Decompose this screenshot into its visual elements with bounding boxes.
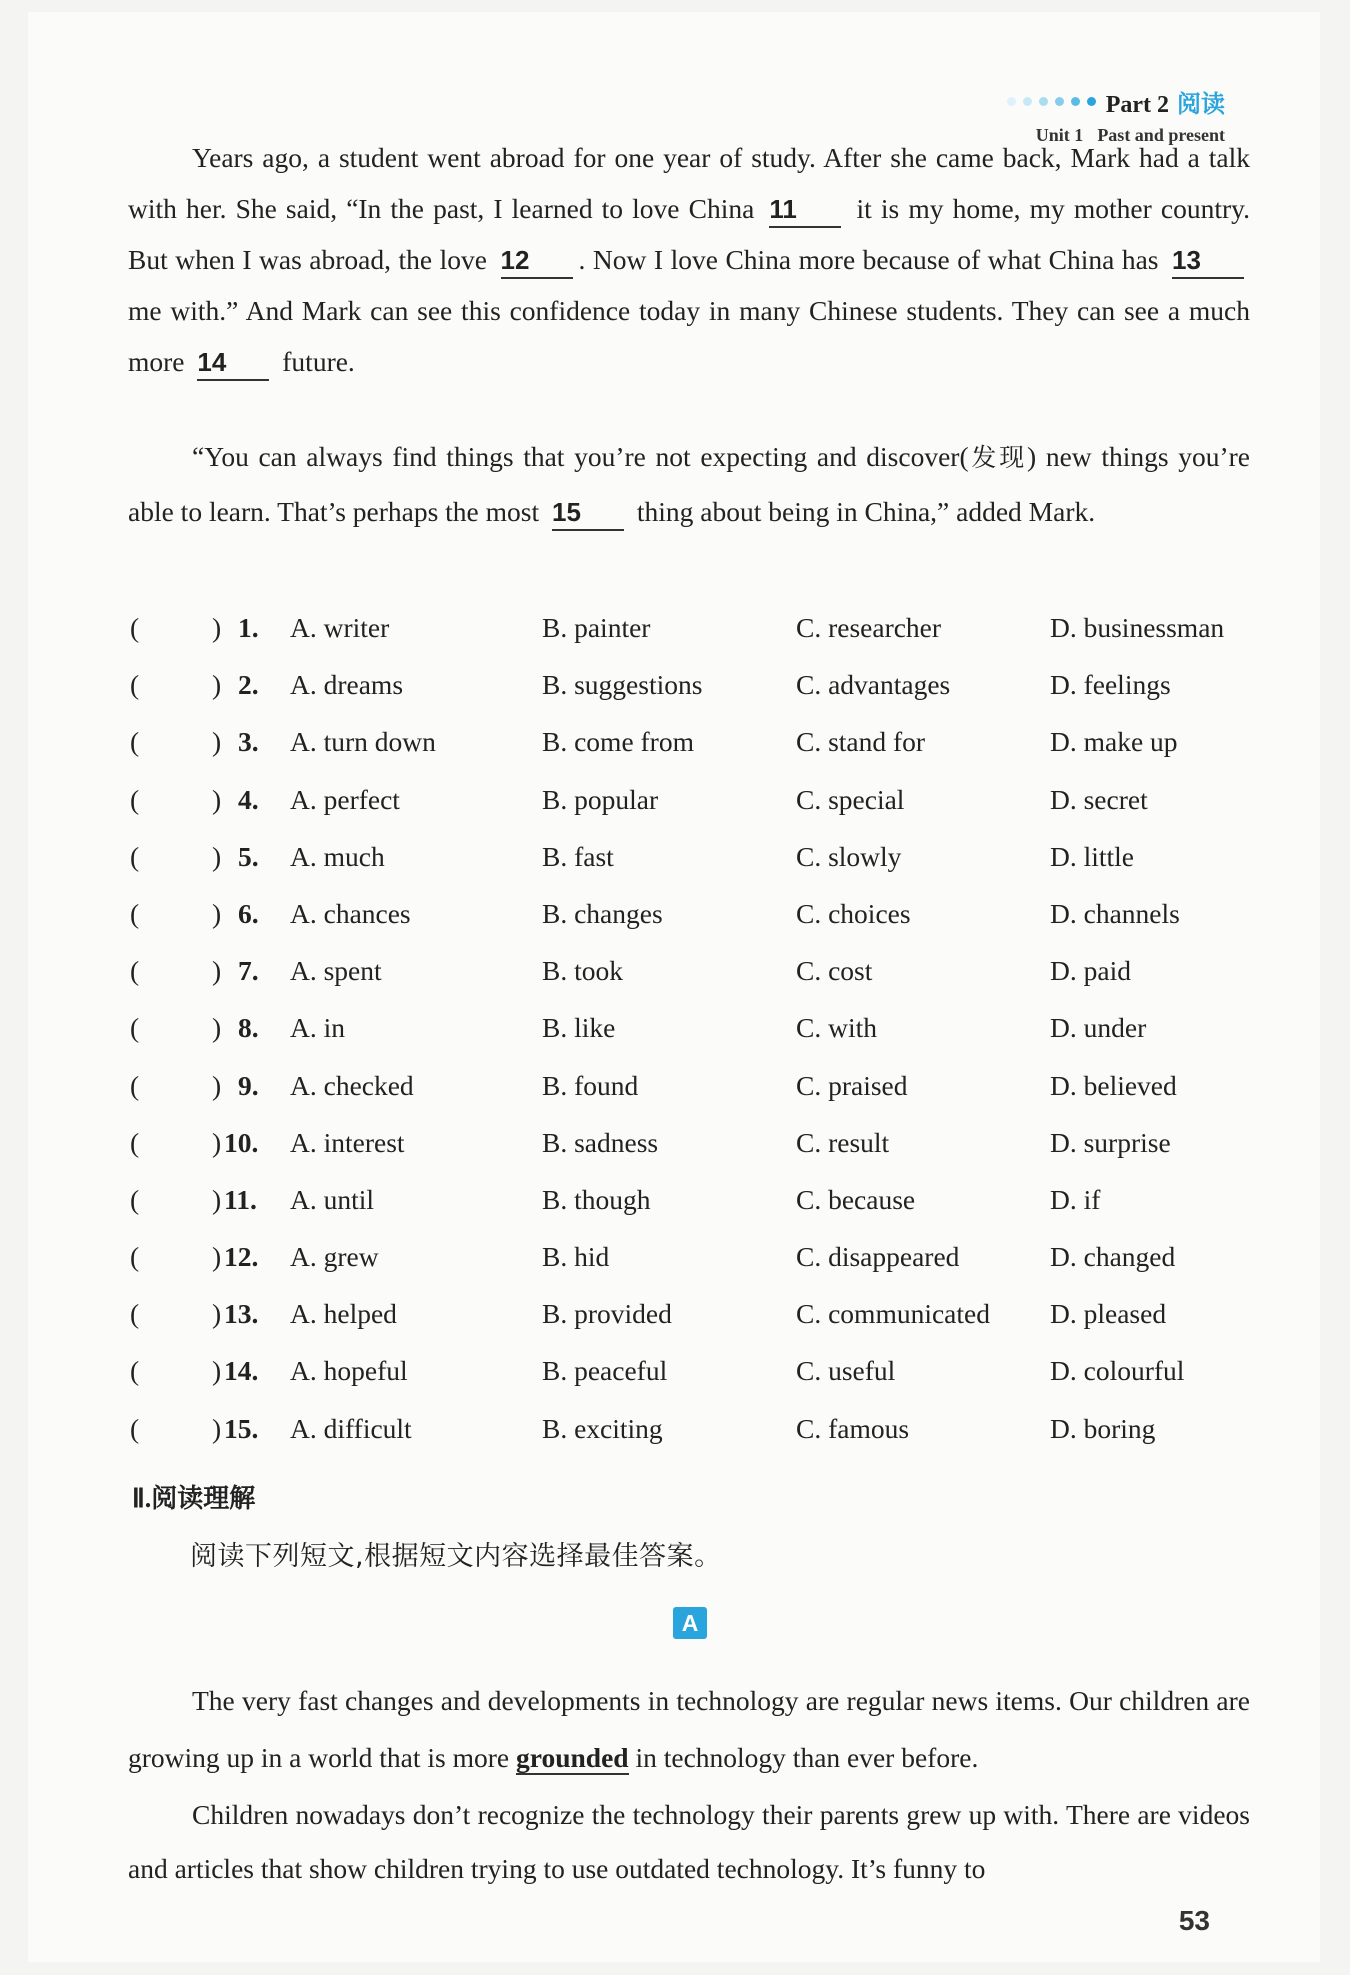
option-c[interactable]: C. famous: [796, 1412, 910, 1444]
option-a[interactable]: A. perfect: [290, 783, 400, 815]
question-row: [128, 1180, 1268, 1237]
question-row: [128, 951, 1268, 1008]
question-row: [128, 1237, 1268, 1294]
question-number: 1.: [238, 612, 259, 643]
question-row: [128, 722, 1268, 779]
option-d[interactable]: D. under: [1050, 1012, 1147, 1044]
text-segment: 发现: [968, 443, 1028, 472]
unit-title: Past and present: [1097, 125, 1225, 145]
reading-paragraph-1: [128, 1672, 1250, 1786]
option-b[interactable]: B. provided: [542, 1298, 672, 1330]
answer-paren-close: ): [212, 1241, 222, 1273]
answer-paren-close: ): [212, 783, 222, 815]
option-c[interactable]: C. slowly: [796, 840, 902, 872]
option-d[interactable]: D. make up: [1050, 726, 1178, 758]
option-d[interactable]: D. boring: [1050, 1412, 1156, 1444]
option-d[interactable]: D. feelings: [1050, 669, 1171, 701]
answer-paren-close: ): [212, 955, 222, 987]
text-segment: it is my home, my mother country. But when I was abroad, the love: [128, 193, 1250, 275]
question-number: 6.: [238, 897, 259, 929]
option-d[interactable]: D. changed: [1050, 1241, 1176, 1273]
option-d[interactable]: D. little: [1050, 840, 1135, 872]
option-a[interactable]: A. interest: [290, 1126, 405, 1158]
option-c[interactable]: C. with: [796, 1012, 877, 1044]
answer-paren-open[interactable]: (: [130, 612, 140, 643]
answer-paren-close: ): [212, 1298, 222, 1330]
option-d[interactable]: D. if: [1050, 1183, 1101, 1215]
section-number: Ⅱ.: [132, 1484, 152, 1513]
answer-paren-open[interactable]: (: [130, 1126, 140, 1158]
answer-paren-open[interactable]: (: [130, 726, 140, 758]
answer-paren-close: ): [212, 897, 222, 929]
option-c[interactable]: C. researcher: [796, 612, 942, 643]
answer-paren-open[interactable]: (: [130, 669, 140, 701]
text-segment: “You can always find things that you’re not expecting and discover(: [192, 441, 969, 472]
text-segment: The very fast changes and developments in technology are regular news items. Our children are growing up in a world that is more: [128, 1685, 1250, 1773]
option-b[interactable]: B. popular: [542, 783, 659, 815]
decorative-dots-icon: [1007, 97, 1096, 106]
part-cn-label: 阅读: [1177, 90, 1225, 118]
question-row: [128, 837, 1268, 894]
question-row: [128, 1123, 1268, 1180]
question-row: [128, 894, 1268, 951]
option-b[interactable]: B. sadness: [542, 1126, 659, 1158]
page-number: 53: [1178, 1905, 1210, 1936]
option-c[interactable]: C. advantages: [796, 669, 951, 701]
passage-badge: A: [673, 1607, 707, 1639]
answer-paren-open[interactable]: (: [130, 1355, 140, 1387]
question-number: 12.: [224, 1241, 259, 1273]
text-segment: Children nowadays don’t recognize the technology their parents grew up with. There are videos and articles that show children trying to use outdated technology. It’s funny to: [128, 1799, 1250, 1884]
question-number: 2.: [238, 669, 259, 701]
option-c[interactable]: C. because: [796, 1183, 916, 1215]
question-number: 9.: [238, 1069, 259, 1101]
option-a[interactable]: A. grew: [290, 1241, 379, 1273]
reading-paragraph-2: [128, 1788, 1250, 1896]
section-heading: [132, 1478, 255, 1515]
option-b[interactable]: B. come from: [542, 726, 694, 758]
option-b[interactable]: B. painter: [542, 612, 651, 643]
option-b[interactable]: B. changes: [542, 897, 663, 929]
option-a[interactable]: A. checked: [290, 1069, 414, 1101]
answer-paren-open[interactable]: (: [130, 1412, 140, 1444]
question-number: 15.: [224, 1412, 259, 1444]
option-a[interactable]: A. dreams: [290, 669, 404, 701]
question-row: [128, 1008, 1268, 1065]
option-c[interactable]: C. stand for: [796, 726, 926, 758]
option-c[interactable]: C. choices: [796, 897, 911, 929]
question-row: [128, 1351, 1268, 1408]
underlined-word: grounded: [516, 1742, 629, 1773]
question-number: 8.: [238, 1012, 259, 1044]
option-d[interactable]: D. surprise: [1050, 1126, 1171, 1158]
question-number: 11.: [224, 1183, 257, 1215]
answer-paren-close: ): [212, 840, 222, 872]
option-d[interactable]: D. businessman: [1050, 612, 1225, 643]
answer-paren-open[interactable]: (: [130, 1012, 140, 1044]
option-a[interactable]: A. chances: [290, 897, 411, 929]
text-segment: ) new things you’re able to learn. That’s perhaps the most: [128, 441, 1250, 527]
option-b[interactable]: B. like: [542, 1012, 616, 1044]
option-a[interactable]: A. helped: [290, 1298, 397, 1330]
text-segment: thing about being in China,” added Mark.: [636, 496, 1096, 527]
answer-paren-close: ): [212, 1012, 222, 1044]
answer-paren-open[interactable]: (: [130, 1298, 140, 1330]
option-a[interactable]: A. spent: [290, 955, 382, 987]
option-c[interactable]: C. communicated: [796, 1298, 990, 1330]
option-a[interactable]: A. difficult: [290, 1412, 412, 1444]
question-row: [128, 1066, 1268, 1123]
answer-paren-close: ): [212, 1126, 222, 1158]
question-number: 14.: [224, 1355, 259, 1387]
option-c[interactable]: C. useful: [796, 1355, 896, 1387]
section-title: 阅读理解: [151, 1484, 256, 1514]
answer-paren-close: ): [212, 1069, 222, 1101]
question-row: [128, 665, 1268, 722]
question-number: 13.: [224, 1298, 259, 1330]
question-row: [128, 780, 1268, 837]
answer-paren-close: ): [212, 1183, 222, 1215]
question-number: 5.: [238, 840, 259, 872]
option-a[interactable]: A. hopeful: [290, 1355, 408, 1387]
part-label: Part 2: [1105, 92, 1169, 118]
option-a[interactable]: A. in: [290, 1012, 345, 1044]
option-d[interactable]: D. secret: [1050, 783, 1148, 815]
question-row: [128, 608, 1268, 665]
option-c[interactable]: C. disappeared: [796, 1241, 960, 1273]
option-b[interactable]: B. fast: [542, 840, 614, 872]
blank-13: 13: [1172, 243, 1244, 279]
option-d[interactable]: D. believed: [1050, 1069, 1177, 1101]
answer-paren-open[interactable]: (: [130, 840, 140, 872]
text-segment: . Now I love China more because of what China has: [578, 244, 1159, 275]
option-b[interactable]: B. found: [542, 1069, 639, 1101]
option-d[interactable]: D. paid: [1050, 955, 1131, 987]
answer-paren-open[interactable]: (: [130, 783, 140, 815]
option-c[interactable]: C. result: [796, 1126, 890, 1158]
section-instruction: 阅读下列短文,根据短文内容选择最佳答案。: [190, 1541, 722, 1572]
option-a[interactable]: A. turn down: [290, 726, 436, 758]
question-number: 4.: [238, 783, 259, 815]
blank-11: 11: [769, 192, 841, 228]
option-b[interactable]: B. took: [542, 955, 623, 987]
answer-paren-open[interactable]: (: [130, 1069, 140, 1101]
question-number: 7.: [238, 955, 259, 987]
option-a[interactable]: A. until: [290, 1183, 375, 1215]
option-a[interactable]: A. much: [290, 840, 385, 872]
question-number: 10.: [224, 1126, 259, 1158]
option-b[interactable]: B. exciting: [542, 1412, 663, 1444]
cloze-paragraph-2: [128, 430, 1250, 539]
text-segment: me with.” And Mark can see this confidence today in many Chinese students. They can see a much more: [128, 295, 1250, 377]
option-d[interactable]: D. pleased: [1050, 1298, 1167, 1330]
option-d[interactable]: D. colourful: [1050, 1355, 1185, 1387]
option-c[interactable]: C. cost: [796, 955, 873, 987]
option-d[interactable]: D. channels: [1050, 897, 1180, 929]
question-row: [128, 1409, 1268, 1466]
option-b[interactable]: B. suggestions: [542, 669, 703, 701]
answer-paren-close: ): [212, 669, 222, 701]
answer-paren-close: ): [212, 612, 222, 643]
option-c[interactable]: C. praised: [796, 1069, 908, 1101]
question-list: [128, 608, 1268, 1466]
question-number: 3.: [238, 726, 259, 758]
unit-label: Unit 1: [1035, 125, 1084, 145]
answer-paren-close: ): [212, 1355, 222, 1387]
option-b[interactable]: B. though: [542, 1183, 651, 1215]
question-row: [128, 1294, 1268, 1351]
text-segment: in technology than ever before.: [635, 1742, 979, 1773]
answer-paren-close: ): [212, 726, 222, 758]
text-segment: Years ago, a student went abroad for one year of study. After she came back, Mark had a talk with her. She said, “In the past, I learned to love China: [128, 142, 1250, 224]
answer-paren-open[interactable]: (: [130, 1241, 140, 1273]
answer-paren-open[interactable]: (: [130, 897, 140, 929]
option-b[interactable]: B. peaceful: [542, 1355, 668, 1387]
answer-paren-open[interactable]: (: [130, 1183, 140, 1215]
cloze-paragraph-1: [128, 132, 1250, 387]
blank-14: 14: [197, 345, 269, 381]
blank-12: 12: [501, 243, 573, 279]
option-c[interactable]: C. special: [796, 783, 905, 815]
text-segment: future.: [282, 346, 355, 377]
blank-15: 15: [552, 495, 624, 531]
answer-paren-open[interactable]: (: [130, 955, 140, 987]
textbook-page: [28, 12, 1320, 1962]
option-b[interactable]: B. hid: [542, 1241, 610, 1273]
option-a[interactable]: A. writer: [290, 612, 390, 643]
answer-paren-close: ): [212, 1412, 222, 1444]
